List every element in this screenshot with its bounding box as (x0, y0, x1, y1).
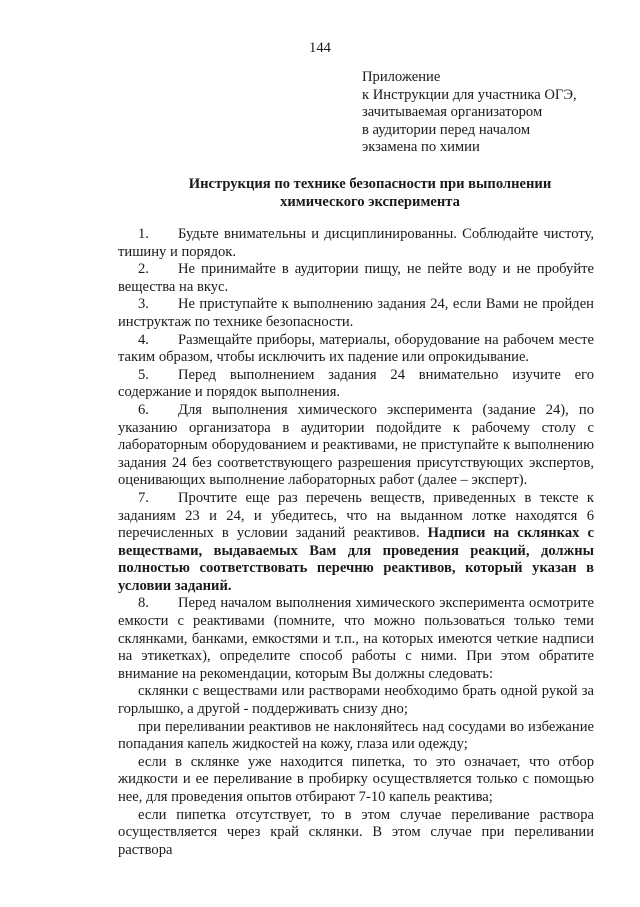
recommendation-paragraph: при переливании реактивов не наклоняйтесь над сосудами во избежание попадания капель жидкостей на кожу, глаза или одежду; (118, 718, 594, 753)
instruction-item (118, 332, 594, 367)
item-number: 3. (138, 296, 149, 313)
recommendation-paragraph: если пипетка отсутствует, то в этом случае переливание раствора осуществляется через край склянки. В этом случае при переливании раствора (118, 806, 594, 858)
appendix-line: зачитываемая организатором (362, 104, 543, 121)
item-number: 1. (138, 226, 149, 242)
item-number: 6. (138, 401, 149, 418)
item-text: Размещайте приборы, материалы, оборудование на рабочем месте таким образом, чтобы исключить их падение или опрокидывание. (118, 331, 594, 366)
instruction-item (118, 296, 594, 331)
item-number: 5. (138, 366, 149, 383)
item-number: 4. (138, 331, 149, 348)
item-text: Для выполнения химического эксперимента (задание 24), по указанию организатора в аудитории подойдите к рабочему столу с лабораторным оборудованием и реактивами, не приступайте к выполнению задания 24 без соответствующего разрешения присутствующих экспертов, оценивающих выполнение лабораторных работ (далее – эксперт). (118, 401, 594, 489)
instruction-item (118, 367, 594, 402)
item-text: Перед началом выполнения химического эксперимента осмотрите емкости с реактивами (помните, что можно пользоваться только теми склянками, банками, емкостями и т.п., на которых имеются четкие надписи на этикетках), определите способ работы с ними. При этом обратите внимание на рекомендации, которым Вы должны следовать: (118, 595, 594, 682)
instruction-item (118, 490, 594, 596)
item-text: Прочтите еще раз перечень веществ, приведенных в тексте к заданиям 23 и 24, и убедитесь, что на выданном лотке находятся 6 перечисленных в условии заданий реактивов. (118, 489, 594, 542)
page-number: 144 (309, 40, 331, 56)
appendix-line: экзамена по химии (362, 139, 480, 156)
recommendation-paragraph: если в склянке уже находится пипетка, то это означает, что отбор жидкости и ее переливание в пробирку осуществляется только с помощью нее, для проведения опытов отбирают 7-10 капель реактива; (118, 753, 594, 805)
item-bold-text: Надписи на склянках с веществами, выдаваемых Вам для проведения реакций, должны полностью соответствовать перечню реактивов, который указан в условии заданий. (118, 525, 594, 594)
instruction-item (118, 261, 594, 296)
item-number: 7. (138, 489, 149, 506)
recommendation-paragraph: склянки с веществами или растворами необходимо брать одной рукой за горлышко, а другой - поддерживать снизу дно; (118, 683, 594, 718)
item-text: Перед выполнением задания 24 внимательно изучите его содержание и порядок выполнения. (118, 366, 594, 401)
title-line: Инструкция по технике безопасности при выполнении (188, 176, 552, 192)
appendix-header (362, 69, 622, 157)
appendix-line: Приложение (362, 69, 441, 85)
instruction-item (118, 402, 594, 490)
item-text: Не принимайте в аудитории пищу, не пейте воду и не пробуйте вещества на вкус. (118, 261, 594, 295)
item-number: 2. (138, 261, 149, 278)
title-line: химического эксперимента (280, 193, 460, 210)
appendix-line: в аудитории перед началом (362, 121, 531, 138)
instruction-item (118, 595, 594, 683)
document-title (120, 176, 620, 211)
appendix-line: к Инструкции для участника ОГЭ, (362, 86, 577, 103)
item-text: Будьте внимательны и дисциплинированны. Соблюдайте чистоту, тишину и порядок. (118, 226, 594, 260)
instruction-body (118, 226, 594, 859)
item-number: 8. (138, 595, 149, 612)
instruction-item (118, 226, 594, 261)
item-text: Не приступайте к выполнению задания 24, если Вами не пройден инструктаж по технике безопасности. (118, 296, 594, 330)
